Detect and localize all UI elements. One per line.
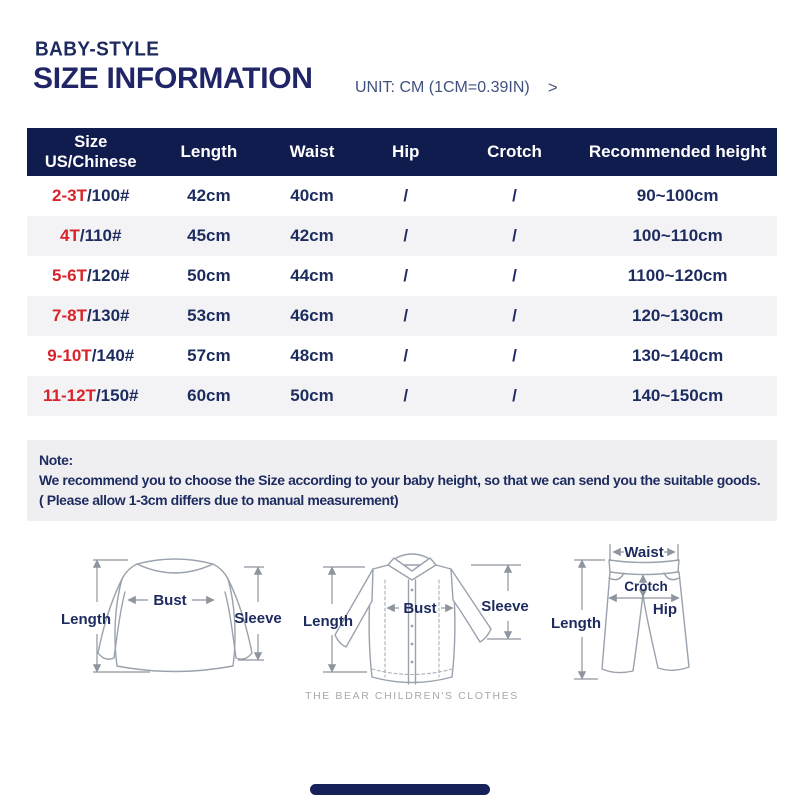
cell-length: 50cm [187, 266, 231, 285]
note-label: Note: [39, 452, 73, 468]
size-us-label: 9-10T [47, 346, 92, 365]
table-row [27, 216, 777, 256]
chevron-right-icon[interactable]: > [547, 78, 558, 97]
table-row [27, 376, 777, 416]
cell-length: 53cm [187, 306, 231, 325]
cell-height: 1100~120cm [627, 266, 728, 285]
col-header-waist: Waist [289, 142, 335, 161]
size-cn-label: /150# [95, 386, 139, 405]
col-header-hip: Hip [392, 142, 420, 161]
cell-length: 60cm [187, 386, 231, 405]
size-table [27, 128, 777, 416]
size-cn-label: /100# [86, 186, 130, 205]
cell-length: 42cm [187, 186, 231, 205]
note-line1: We recommend you to choose the Size according to your baby height, so that we can send you the suitable goods. [39, 472, 761, 488]
size-us-label: 4T [60, 226, 80, 245]
cell-waist: 40cm [290, 186, 334, 205]
sweater-diagram [52, 546, 292, 686]
table-header-row [27, 128, 777, 176]
sweater-sleeve-label: Sleeve [234, 610, 282, 627]
pants-waist-label: Waist [624, 544, 664, 561]
cell-size [27, 186, 155, 206]
unit-label: UNIT: CM (1CM=0.39IN) [355, 79, 530, 96]
cell-height: 130~140cm [632, 346, 724, 365]
note-line2: ( Please allow 1-3cm differs due to manual measurement) [39, 492, 399, 508]
cell-hip: / [403, 346, 409, 365]
cell-crotch: / [512, 226, 517, 245]
cell-size [27, 266, 155, 286]
cell-hip: / [403, 226, 409, 245]
cell-size [27, 346, 155, 366]
shirt-length-label: Length [303, 613, 353, 630]
pants-crotch-label: Crotch [624, 579, 668, 594]
cell-waist: 44cm [290, 266, 334, 285]
sweater-length-label: Length [61, 611, 111, 628]
col-header-length: Length [180, 142, 238, 161]
size-us-label: 5-6T [51, 266, 87, 285]
shirt-caption: THE BEAR CHILDREN'S CLOTHES [305, 690, 519, 702]
cell-waist: 46cm [290, 306, 334, 325]
size-cn-label: /140# [91, 346, 135, 365]
size-us-label: 11-12T [43, 386, 96, 405]
col-header-size-line2: US/Chinese [44, 153, 137, 171]
cell-hip: / [403, 306, 409, 325]
cell-waist: 42cm [290, 226, 334, 245]
col-header-crotch: Crotch [487, 142, 542, 161]
pants-diagram [545, 538, 710, 688]
shirt-diagram [295, 538, 530, 713]
cell-hip: / [403, 266, 409, 285]
cell-size [27, 226, 155, 246]
cell-height: 140~150cm [632, 386, 724, 405]
cell-crotch: / [512, 346, 517, 365]
unit-row [355, 78, 558, 98]
cell-crotch: / [512, 306, 517, 325]
pants-length-label: Length [551, 615, 601, 632]
cell-hip: / [403, 186, 409, 205]
cell-height: 100~110cm [632, 226, 723, 245]
cell-height: 120~130cm [632, 306, 724, 325]
note-box [27, 440, 777, 521]
bottom-accent-bar [310, 784, 490, 795]
size-us-label: 7-8T [51, 306, 87, 325]
cell-length: 57cm [187, 346, 231, 365]
size-us-label: 2-3T [51, 186, 87, 205]
pants-hip-label: Hip [652, 601, 678, 618]
shirt-sleeve-label: Sleeve [481, 598, 529, 615]
col-header-size-line1: Size [74, 132, 108, 151]
table-row [27, 296, 777, 336]
cell-size [27, 386, 155, 406]
cell-crotch: / [512, 266, 517, 285]
brand-text: BABY-STYLE [35, 38, 160, 61]
table-row [27, 256, 777, 296]
cell-height: 90~100cm [636, 186, 719, 205]
table-row [27, 176, 777, 216]
cell-crotch: / [512, 386, 517, 405]
col-header-size [27, 132, 155, 172]
page-title: SIZE INFORMATION [33, 62, 313, 95]
cell-length: 45cm [187, 226, 231, 245]
size-cn-label: /110# [79, 226, 122, 245]
size-cn-label: /130# [86, 306, 130, 325]
cell-crotch: / [512, 186, 517, 205]
sweater-bust-label: Bust [153, 592, 187, 609]
col-header-height: Recommended height [588, 142, 767, 161]
cell-waist: 48cm [290, 346, 334, 365]
shirt-bust-label: Bust [403, 600, 437, 617]
table-row [27, 336, 777, 376]
size-cn-label: /120# [86, 266, 130, 285]
cell-waist: 50cm [290, 386, 334, 405]
cell-hip: / [403, 386, 409, 405]
cell-size [27, 306, 155, 326]
